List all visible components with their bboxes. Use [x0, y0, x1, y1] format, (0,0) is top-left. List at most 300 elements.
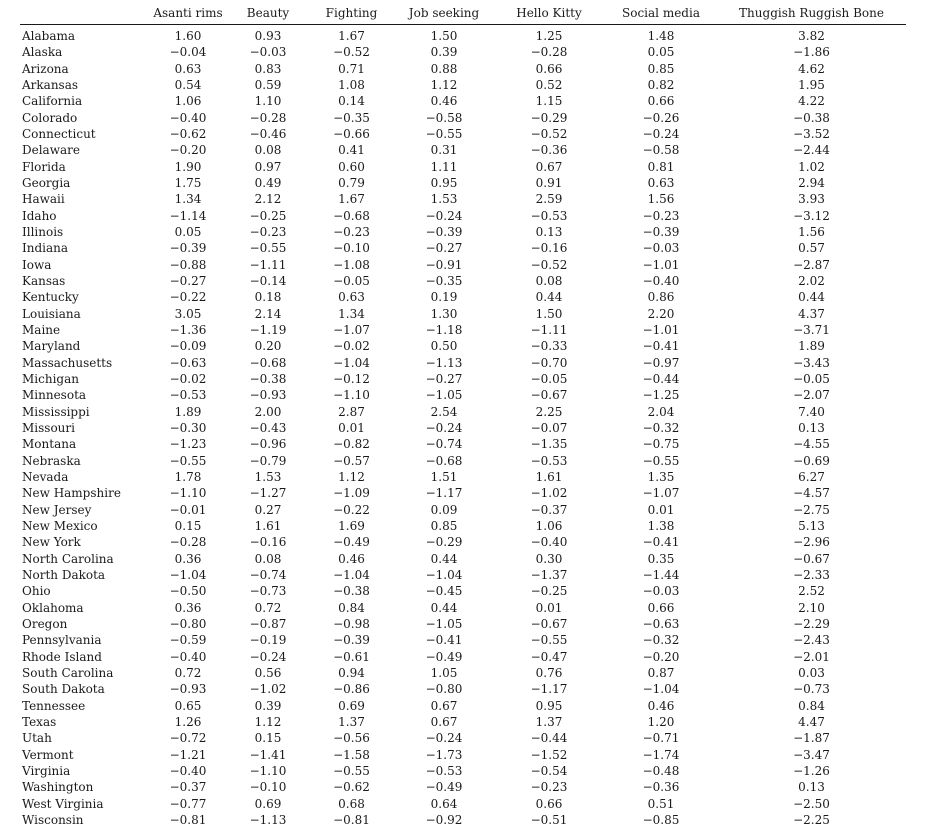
value-cell: 0.36 [174, 551, 202, 566]
value-cell: −0.40 [169, 110, 207, 125]
value-cell: −1.13 [425, 355, 463, 370]
value-cell: −0.55 [530, 633, 568, 648]
value-cell: −0.24 [642, 127, 680, 142]
value-cell: 0.46 [338, 551, 365, 566]
value-cell: 0.49 [254, 176, 282, 191]
value-cell: 0.08 [535, 274, 563, 289]
table-row [20, 518, 906, 534]
value-cell: −1.10 [169, 486, 207, 501]
value-cell: −0.28 [169, 535, 207, 550]
value-cell: −0.53 [530, 453, 568, 468]
value-cell: −1.74 [642, 747, 680, 762]
table-row [20, 714, 906, 730]
table-row [20, 191, 906, 207]
column-header-social-media: Social media [605, 4, 717, 25]
value-cell: −1.02 [249, 682, 287, 697]
value-cell: −0.44 [530, 731, 568, 746]
value-cell: −0.40 [642, 274, 680, 289]
value-cell: −0.41 [425, 633, 463, 648]
state-name-cell: Colorado [22, 110, 78, 125]
value-cell: 0.93 [254, 29, 282, 44]
table-row [20, 257, 906, 273]
value-cell: −0.39 [169, 241, 207, 256]
value-cell: −0.67 [793, 551, 830, 566]
value-cell: 3.93 [798, 192, 825, 207]
value-cell: −0.35 [425, 274, 463, 289]
value-cell: 0.83 [254, 61, 282, 76]
value-cell: 4.47 [798, 714, 825, 729]
table-row [20, 648, 906, 664]
value-cell: −0.59 [169, 633, 207, 648]
table-row [20, 387, 906, 403]
value-cell: −0.23 [530, 780, 568, 795]
value-cell: 0.35 [647, 551, 675, 566]
value-cell: −1.86 [793, 45, 830, 60]
value-cell: −0.69 [793, 453, 830, 468]
value-cell: −0.75 [642, 437, 680, 452]
value-cell: −0.07 [530, 421, 568, 436]
value-cell: −0.51 [530, 812, 568, 827]
table-row [20, 77, 906, 93]
value-cell: −1.04 [169, 567, 207, 582]
value-cell: −0.16 [530, 241, 568, 256]
value-cell: −0.55 [642, 453, 680, 468]
value-cell: −0.24 [425, 208, 463, 223]
value-cell: −1.04 [333, 567, 370, 582]
value-cell: 0.66 [647, 94, 675, 109]
state-name-cell: Arizona [22, 61, 69, 76]
value-cell: 2.20 [647, 306, 675, 321]
value-cell: 0.44 [535, 290, 563, 305]
value-cell: 1.12 [430, 78, 458, 93]
value-cell: −0.56 [333, 731, 370, 746]
value-cell: −1.44 [642, 567, 680, 582]
value-cell: −0.55 [425, 127, 463, 142]
value-cell: 0.19 [430, 290, 458, 305]
value-cell: 2.10 [798, 600, 825, 615]
table-row [20, 730, 906, 746]
table-row [20, 126, 906, 142]
table-row [20, 681, 906, 697]
value-cell: −0.44 [642, 372, 680, 387]
state-name-cell: Georgia [22, 176, 71, 191]
value-cell: 1.51 [430, 470, 458, 485]
value-cell: 1.34 [174, 192, 202, 207]
value-cell: −0.82 [333, 437, 370, 452]
value-cell: 0.01 [535, 600, 563, 615]
state-name-cell: Rhode Island [22, 649, 102, 664]
value-cell: −0.73 [793, 682, 830, 697]
state-name-cell: Texas [22, 714, 57, 729]
state-name-cell: Oklahoma [22, 600, 84, 615]
table-row [20, 812, 906, 828]
value-cell: 0.81 [647, 159, 675, 174]
state-name-cell: New York [22, 535, 81, 550]
value-cell: 0.05 [647, 45, 675, 60]
state-name-cell: Iowa [22, 257, 52, 272]
table-header [20, 4, 906, 25]
value-cell: 1.12 [254, 714, 282, 729]
value-cell: 0.85 [647, 61, 675, 76]
value-cell: −1.37 [530, 567, 568, 582]
value-cell: −0.02 [169, 372, 207, 387]
value-cell: 0.31 [430, 143, 458, 158]
state-name-cell: Arkansas [22, 78, 79, 93]
value-cell: 0.95 [535, 698, 563, 713]
value-cell: −1.04 [642, 682, 680, 697]
value-cell: −0.47 [530, 649, 568, 664]
value-cell: −0.03 [249, 45, 287, 60]
state-name-cell: Missouri [22, 421, 75, 436]
value-cell: −1.04 [333, 355, 370, 370]
table-row [20, 240, 906, 256]
value-cell: −0.54 [530, 763, 568, 778]
value-cell: −0.10 [249, 780, 287, 795]
value-cell: 0.87 [647, 665, 675, 680]
value-cell: 1.75 [174, 176, 202, 191]
value-cell: 0.27 [254, 502, 282, 517]
value-cell: 0.39 [430, 45, 458, 60]
value-cell: 1.56 [647, 192, 675, 207]
value-cell: 6.27 [798, 470, 825, 485]
value-cell: 0.05 [174, 225, 202, 240]
value-cell: 0.66 [647, 600, 675, 615]
value-cell: 1.48 [647, 29, 675, 44]
value-cell: −0.52 [333, 45, 370, 60]
value-cell: −0.46 [249, 127, 287, 142]
value-cell: −0.19 [249, 633, 287, 648]
value-cell: −0.77 [169, 796, 207, 811]
state-name-cell: West Virginia [22, 796, 104, 811]
state-name-cell: Washington [22, 780, 94, 795]
value-cell: −0.63 [169, 355, 207, 370]
state-name-cell: Delaware [22, 143, 80, 158]
value-cell: −1.11 [249, 257, 287, 272]
value-cell: −0.68 [249, 355, 287, 370]
value-cell: −0.45 [425, 584, 463, 599]
value-cell: −0.96 [249, 437, 287, 452]
value-cell: 1.90 [174, 159, 202, 174]
table-row [20, 485, 906, 501]
value-cell: 4.62 [798, 61, 825, 76]
value-cell: −1.58 [333, 747, 370, 762]
value-cell: −0.29 [425, 535, 463, 550]
value-cell: −0.24 [425, 731, 463, 746]
value-cell: −0.85 [642, 812, 680, 827]
value-cell: −0.39 [425, 225, 463, 240]
value-cell: −0.71 [642, 731, 680, 746]
column-header-state [20, 4, 148, 25]
value-cell: 3.05 [174, 306, 202, 321]
value-cell: −0.41 [642, 339, 680, 354]
value-cell: 1.25 [535, 29, 563, 44]
value-cell: −0.40 [169, 649, 207, 664]
value-cell: 0.82 [647, 78, 675, 93]
value-cell: 0.36 [174, 600, 202, 615]
value-cell: −1.10 [333, 388, 370, 403]
value-cell: −0.98 [333, 616, 370, 631]
value-cell: −2.29 [793, 616, 830, 631]
value-cell: −1.08 [333, 257, 370, 272]
value-cell: −0.97 [642, 355, 680, 370]
value-cell: 1.02 [798, 159, 825, 174]
value-cell: 0.30 [535, 551, 563, 566]
table-row [20, 338, 906, 354]
value-cell: 0.69 [254, 796, 282, 811]
value-cell: −1.05 [425, 616, 463, 631]
value-cell: 1.06 [535, 519, 563, 533]
value-cell: 2.14 [254, 306, 282, 321]
value-cell: 2.02 [798, 274, 825, 289]
value-cell: 1.38 [647, 519, 675, 533]
value-cell: −0.79 [249, 453, 287, 468]
state-name-cell: New Hampshire [22, 486, 121, 501]
state-name-cell: Utah [22, 731, 52, 746]
value-cell: −0.49 [425, 780, 463, 795]
value-cell: 1.67 [338, 192, 365, 207]
value-cell: −0.05 [793, 372, 830, 387]
value-cell: −0.67 [530, 388, 568, 403]
value-cell: −0.81 [169, 812, 207, 827]
value-cell: 1.50 [535, 306, 563, 321]
value-cell: −1.17 [530, 682, 568, 697]
table-body [20, 25, 906, 829]
value-cell: 1.67 [338, 29, 365, 44]
value-cell: −0.93 [249, 388, 287, 403]
value-cell: −0.16 [249, 535, 287, 550]
value-cell: 0.08 [254, 143, 282, 158]
state-name-cell: South Carolina [22, 665, 114, 680]
value-cell: 0.63 [174, 61, 202, 76]
value-cell: −0.28 [530, 45, 568, 60]
value-cell: −0.20 [642, 649, 680, 664]
value-cell: −0.63 [642, 616, 680, 631]
value-cell: −0.58 [642, 143, 680, 158]
value-cell: −0.40 [169, 763, 207, 778]
state-name-cell: Hawaii [22, 192, 65, 207]
value-cell: −2.44 [793, 143, 830, 158]
value-cell: 2.59 [535, 192, 563, 207]
value-cell: −0.04 [169, 45, 207, 60]
value-cell: 0.54 [174, 78, 202, 93]
value-cell: 0.44 [430, 551, 458, 566]
value-cell: 0.91 [535, 176, 563, 191]
value-cell: 0.65 [174, 698, 202, 713]
value-cell: −1.01 [642, 323, 680, 338]
value-cell: 1.60 [174, 29, 202, 44]
value-cell: 5.13 [798, 519, 825, 533]
value-cell: 0.52 [535, 78, 563, 93]
value-cell: −0.30 [169, 421, 207, 436]
value-cell: −0.28 [249, 110, 287, 125]
value-cell: −1.21 [169, 747, 207, 762]
table-row [20, 322, 906, 338]
table-row [20, 404, 906, 420]
value-cell: −4.55 [793, 437, 830, 452]
header-row [20, 4, 906, 25]
value-cell: −1.27 [249, 486, 287, 501]
value-cell: −0.53 [530, 208, 568, 223]
value-cell: 1.15 [535, 94, 563, 109]
value-cell: 1.37 [535, 714, 563, 729]
value-cell: −0.53 [425, 763, 463, 778]
value-cell: 4.37 [798, 306, 825, 321]
value-cell: 0.56 [254, 665, 282, 680]
value-cell: −0.35 [333, 110, 370, 125]
value-cell: −0.02 [333, 339, 370, 354]
value-cell: 1.89 [174, 404, 202, 419]
value-cell: 1.50 [430, 29, 458, 44]
table-row [20, 224, 906, 240]
value-cell: −0.39 [333, 633, 370, 648]
value-cell: −0.86 [333, 682, 370, 697]
value-cell: −1.02 [530, 486, 568, 501]
value-cell: −4.57 [793, 486, 830, 501]
value-cell: −0.68 [425, 453, 463, 468]
value-cell: −0.37 [530, 502, 568, 517]
state-name-cell: Ohio [22, 584, 51, 599]
value-cell: 1.53 [254, 470, 282, 485]
value-cell: −3.43 [793, 355, 830, 370]
value-cell: 0.97 [254, 159, 282, 174]
value-cell: −1.19 [249, 323, 287, 338]
value-cell: −0.09 [169, 339, 207, 354]
value-cell: 0.39 [254, 698, 282, 713]
value-cell: 0.84 [338, 600, 365, 615]
value-cell: −0.62 [169, 127, 207, 142]
value-cell: 0.15 [254, 731, 282, 746]
value-cell: −0.52 [530, 257, 568, 272]
table-row [20, 469, 906, 485]
value-cell: 1.26 [174, 714, 202, 729]
table-row [20, 61, 906, 77]
value-cell: −0.55 [169, 453, 207, 468]
value-cell: 1.12 [338, 470, 365, 485]
state-name-cell: Montana [22, 437, 77, 452]
value-cell: −1.17 [425, 486, 463, 501]
table-row [20, 159, 906, 175]
value-cell: −0.88 [169, 257, 207, 272]
value-cell: −1.10 [249, 763, 287, 778]
value-cell: −0.22 [333, 502, 370, 517]
state-name-cell: Nebraska [22, 453, 81, 468]
table-row [20, 665, 906, 681]
table-row [20, 697, 906, 713]
value-cell: 7.40 [798, 404, 825, 419]
table-row [20, 616, 906, 632]
value-cell: −1.11 [530, 323, 568, 338]
value-cell: −0.03 [642, 241, 680, 256]
table-row [20, 583, 906, 599]
value-cell: 0.44 [798, 290, 825, 305]
value-cell: −0.72 [169, 731, 207, 746]
value-cell: 0.09 [430, 502, 458, 517]
state-name-cell: Alaska [22, 45, 63, 60]
value-cell: −0.81 [333, 812, 370, 827]
value-cell: 1.53 [430, 192, 458, 207]
value-cell: 1.61 [254, 519, 282, 533]
value-cell: −0.22 [169, 290, 207, 305]
table-row [20, 763, 906, 779]
value-cell: −1.35 [530, 437, 568, 452]
state-name-cell: North Carolina [22, 551, 114, 566]
table-row [20, 502, 906, 518]
value-cell: −0.32 [642, 421, 680, 436]
value-cell: 1.69 [338, 519, 365, 533]
value-cell: 0.13 [798, 780, 825, 795]
table-row [20, 142, 906, 158]
value-cell: −3.71 [793, 323, 830, 338]
table-row [20, 208, 906, 224]
value-cell: 0.69 [338, 698, 365, 713]
value-cell: −0.49 [333, 535, 370, 550]
value-cell: 0.88 [430, 61, 458, 76]
value-cell: 1.34 [338, 306, 365, 321]
value-cell: −0.05 [333, 274, 370, 289]
state-name-cell: Vermont [22, 747, 74, 762]
value-cell: −1.41 [249, 747, 287, 762]
value-cell: −0.36 [642, 780, 680, 795]
value-cell: 1.95 [798, 78, 825, 93]
value-cell: 2.54 [430, 404, 458, 419]
value-cell: −0.74 [249, 567, 287, 582]
value-cell: −2.50 [793, 796, 830, 811]
state-name-cell: Connecticut [22, 127, 96, 142]
value-cell: −0.92 [425, 812, 463, 827]
value-cell: 0.13 [535, 225, 563, 240]
value-cell: −1.36 [169, 323, 207, 338]
value-cell: −0.91 [425, 257, 463, 272]
value-cell: 0.79 [338, 176, 365, 191]
value-cell: −1.87 [793, 731, 830, 746]
value-cell: 0.44 [430, 600, 458, 615]
value-cell: 0.14 [338, 94, 365, 109]
value-cell: 0.41 [338, 143, 365, 158]
value-cell: 0.71 [338, 61, 365, 76]
value-cell: −0.58 [425, 110, 463, 125]
table-row [20, 534, 906, 550]
value-cell: −1.23 [169, 437, 207, 452]
value-cell: −1.26 [793, 763, 830, 778]
value-cell: −0.41 [642, 535, 680, 550]
value-cell: 0.63 [647, 176, 675, 191]
value-cell: −0.50 [169, 584, 207, 599]
value-cell: 1.78 [174, 470, 202, 485]
table-row [20, 371, 906, 387]
value-cell: 0.76 [535, 665, 563, 680]
value-cell: −0.93 [169, 682, 207, 697]
value-cell: −3.47 [793, 747, 830, 762]
value-cell: 0.84 [798, 698, 825, 713]
value-cell: 1.05 [430, 665, 458, 680]
value-cell: −2.01 [793, 649, 830, 664]
table-row [20, 306, 906, 322]
state-name-cell: Massachusetts [22, 355, 113, 370]
value-cell: 2.04 [647, 404, 675, 419]
value-cell: 4.22 [798, 94, 825, 109]
table-row [20, 93, 906, 109]
state-name-cell: Oregon [22, 616, 68, 631]
column-header-beauty: Beauty [228, 4, 308, 25]
value-cell: −1.09 [333, 486, 370, 501]
state-name-cell: North Dakota [22, 567, 106, 582]
value-cell: −0.03 [642, 584, 680, 599]
table-row [20, 779, 906, 795]
state-name-cell: Pennsylvania [22, 633, 102, 648]
value-cell: 0.59 [254, 78, 282, 93]
value-cell: 0.67 [535, 159, 563, 174]
value-cell: −2.07 [793, 388, 830, 403]
